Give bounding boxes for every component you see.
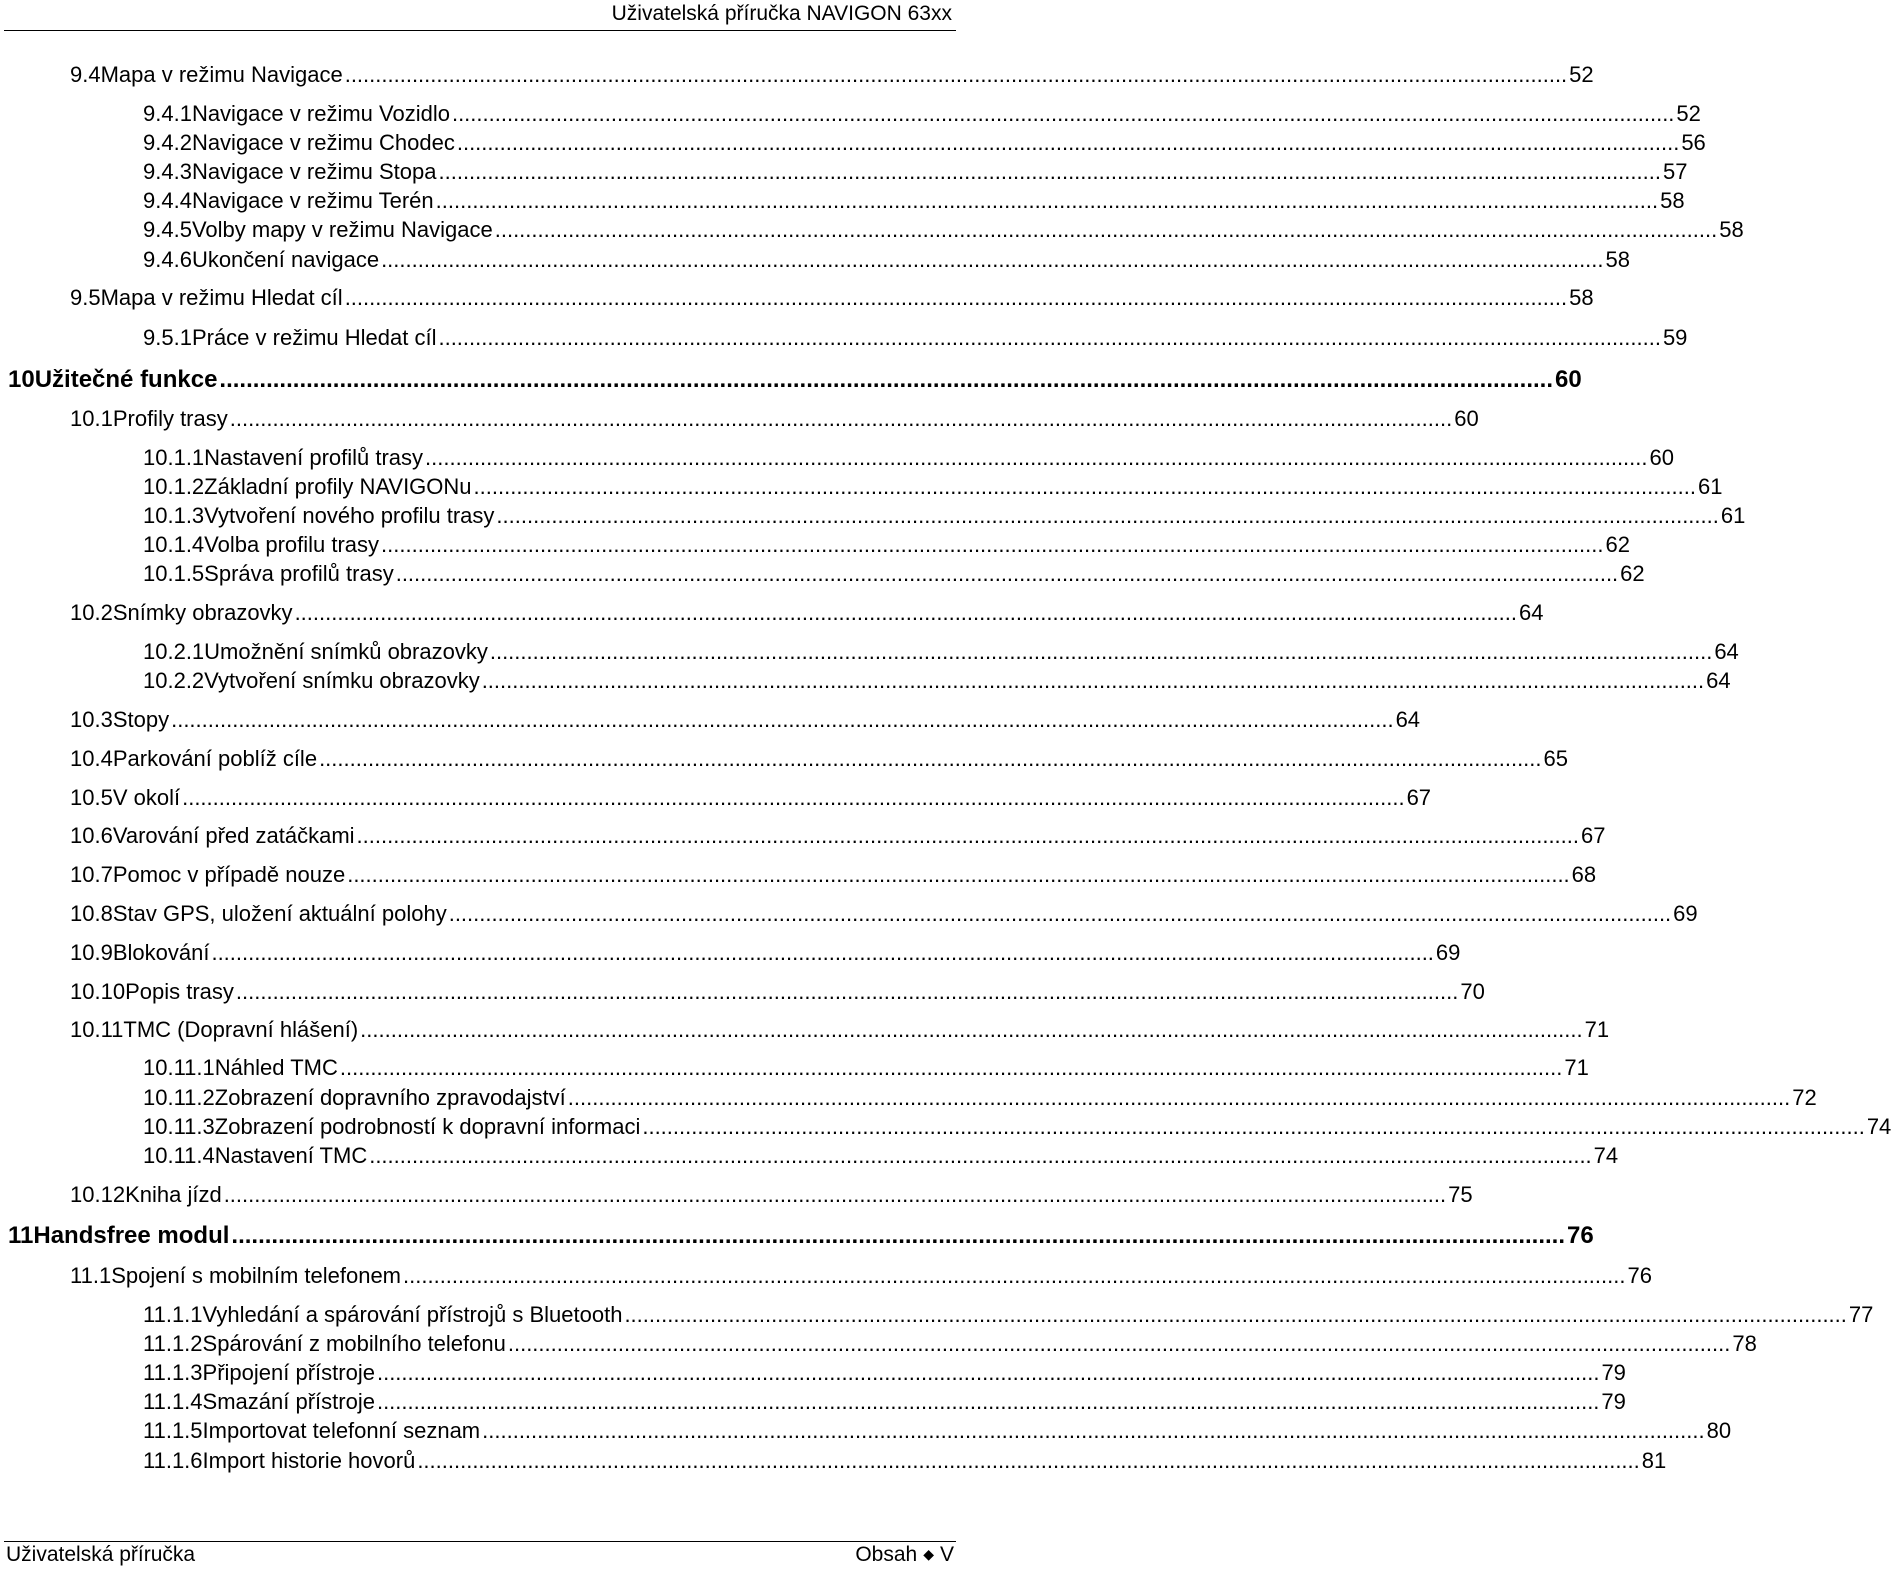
toc-entry-number: 10.10 — [70, 979, 126, 1004]
toc-dot-leader: ........................................................................................................................................................................................................ — [403, 1263, 1626, 1288]
toc-entry-number: 10.12 — [70, 1182, 126, 1207]
toc-entry-title: Parkování poblíž cíle — [112, 746, 318, 771]
toc-entry-page: 60 — [1649, 445, 1674, 470]
toc-entry-title: Práce v režimu Hledat cíl — [191, 325, 437, 350]
toc-chapter-entry[interactable] — [8, 1222, 1594, 1250]
toc-entry-number: 10.4 — [70, 746, 113, 771]
toc-entry-number: 10.9 — [70, 940, 113, 965]
toc-entry[interactable] — [70, 901, 1698, 929]
toc-dot-leader: ........................................................................................................................................................................................................ — [381, 247, 1604, 272]
toc-entry[interactable] — [70, 285, 1594, 313]
toc-dot-leader: ........................................................................................................................................................................................................ — [235, 979, 1459, 1004]
toc-entry-number: 10.11 — [70, 1017, 124, 1042]
toc-entry[interactable] — [143, 1448, 1667, 1476]
toc-entry-number: 10.7 — [70, 862, 113, 887]
toc-entry-page: 67 — [1581, 823, 1606, 848]
toc-entry-number: 11.1.5 — [143, 1418, 203, 1443]
toc-dot-leader: ........................................................................................................................................................................................................ — [223, 1182, 1447, 1207]
toc-entry-number: 10.3 — [70, 707, 113, 732]
toc-dot-leader: ........................................................................................................................................................................................................ — [624, 1302, 1847, 1327]
toc-entry-number: 11 — [8, 1222, 34, 1249]
toc-entry-page: 64 — [1519, 600, 1544, 625]
header-title: Uživatelská příručka NAVIGON 63xx — [611, 2, 952, 25]
toc-entry-number: 11.1.4 — [143, 1389, 203, 1414]
toc-entry-page: 69 — [1435, 940, 1461, 965]
toc-entry-number: 9.4.1 — [143, 101, 192, 126]
toc-entry-number: 10.2.1 — [143, 639, 205, 664]
toc-entry-number: 11.1 — [70, 1263, 112, 1288]
toc-entry-title: Popis trasy — [125, 979, 234, 1004]
toc-entry-number: 10.11.1 — [143, 1055, 215, 1080]
toc-dot-leader: ........................................................................................................................................................................................................ — [494, 217, 1718, 242]
toc-dot-leader: ........................................................................................................................................................................................................ — [482, 1418, 1705, 1443]
toc-entry-page: 81 — [1641, 1448, 1667, 1473]
toc-dot-leader: ........................................................................................................................................................................................................ — [417, 1448, 1640, 1473]
toc-entry[interactable] — [70, 600, 1544, 628]
toc-entry[interactable] — [143, 474, 1723, 502]
toc-dot-leader: ........................................................................................................................................................................................................ — [182, 785, 1405, 810]
toc-dot-leader: ........................................................................................................................................................................................................ — [448, 901, 1672, 926]
toc-entry-page: 64 — [1395, 707, 1421, 732]
toc-entry-title: Zobrazení dopravního zpravodajství — [214, 1085, 566, 1110]
toc-entry-page: 74 — [1866, 1114, 1891, 1139]
header-divider — [4, 30, 956, 31]
toc-entry-page: 60 — [1555, 366, 1582, 393]
toc-dot-leader: ........................................................................................................................................................................................................ — [642, 1114, 1865, 1139]
toc-entry-page: 58 — [1719, 217, 1744, 242]
toc-entry[interactable] — [143, 1331, 1757, 1359]
toc-entry-number: 11.1.3 — [143, 1360, 203, 1385]
toc-entry-title: Import historie hovorů — [202, 1448, 416, 1473]
toc-entry[interactable] — [143, 1055, 1589, 1083]
toc-entry[interactable] — [143, 325, 1688, 353]
toc-entry[interactable] — [143, 217, 1744, 245]
toc-entry[interactable] — [143, 247, 1631, 275]
toc-entry-page: 58 — [1569, 285, 1594, 310]
toc-dot-leader: ........................................................................................................................................................................................................ — [381, 532, 1604, 557]
toc-entry-page: 61 — [1698, 474, 1723, 499]
toc-entry-number: 10.1.4 — [143, 532, 205, 557]
toc-entry-title: Spojení s mobilním telefonem — [111, 1263, 402, 1288]
toc-entry[interactable] — [70, 1182, 1473, 1210]
toc-entry-page: 69 — [1673, 901, 1698, 926]
toc-dot-leader: ........................................................................................................................................................................................................ — [219, 366, 1554, 393]
toc-entry[interactable] — [70, 785, 1432, 813]
toc-entry-page: 78 — [1732, 1331, 1757, 1356]
toc-entry-number: 9.4.5 — [143, 217, 192, 242]
toc-entry-title: Varování před zatáčkami — [112, 823, 355, 848]
toc-entry-page: 76 — [1567, 1222, 1594, 1249]
toc-dot-leader: ........................................................................................................................................................................................................ — [395, 561, 1619, 586]
toc-entry-page: 62 — [1605, 532, 1630, 557]
toc-entry[interactable] — [143, 159, 1688, 187]
toc-entry-page: 59 — [1662, 325, 1688, 350]
toc-entry-page: 64 — [1714, 639, 1739, 664]
toc-entry-page: 64 — [1706, 668, 1731, 693]
toc-entry-number: 10.5 — [70, 785, 113, 810]
toc-entry-title: Navigace v režimu Chodec — [191, 130, 455, 155]
toc-entry[interactable] — [70, 406, 1479, 434]
footer-divider — [4, 1541, 956, 1542]
toc-entry-page: 56 — [1681, 130, 1706, 155]
toc-entry-number: 10.11.3 — [143, 1114, 215, 1139]
toc-entry[interactable] — [70, 62, 1594, 90]
toc-dot-leader: ........................................................................................................................................................................................................ — [438, 325, 1661, 350]
toc-entry[interactable] — [70, 707, 1421, 735]
toc-entry-title: Kniha jízd — [125, 1182, 222, 1207]
toc-entry-page: 62 — [1620, 561, 1645, 586]
footer-section: Obsah — [855, 1543, 918, 1566]
toc-entry[interactable] — [143, 1114, 1891, 1142]
toc-dot-leader: ........................................................................................................................................................................................................ — [319, 746, 1542, 771]
toc-dot-leader: ........................................................................................................................................................................................................ — [360, 1017, 1583, 1042]
toc-entry-number: 9.5 — [70, 285, 101, 310]
toc-entry[interactable] — [143, 639, 1739, 667]
toc-entry-page: 79 — [1601, 1360, 1626, 1385]
toc-entry-title: Snímky obrazovky — [112, 600, 293, 625]
toc-entry-title: Vyhledání a spárování přístrojů s Bluetooth — [202, 1302, 623, 1327]
toc-dot-leader: ........................................................................................................................................................................................................ — [339, 1055, 1563, 1080]
toc-entry-title: Připojení přístroje — [202, 1360, 375, 1385]
toc-dot-leader: ........................................................................................................................................................................................................ — [294, 600, 1518, 625]
toc-entry-title: Navigace v režimu Stopa — [191, 159, 437, 184]
toc-dot-leader: ........................................................................................................................................................................................................ — [356, 823, 1580, 848]
toc-entry-page: 67 — [1406, 785, 1432, 810]
toc-entry-page: 77 — [1848, 1302, 1874, 1327]
toc-entry-title: Vytvoření nového profilu trasy — [204, 503, 495, 528]
toc-entry-title: Volby mapy v režimu Navigace — [191, 217, 493, 242]
toc-entry[interactable] — [143, 101, 1701, 129]
toc-entry-title: Navigace v režimu Vozidlo — [191, 101, 450, 126]
toc-entry[interactable] — [143, 1302, 1874, 1330]
toc-entry-title: Blokování — [112, 940, 210, 965]
toc-entry-title: Vytvoření snímku obrazovky — [204, 668, 480, 693]
toc-entry-number: 10.8 — [70, 901, 113, 926]
toc-entry-number: 10.2.2 — [143, 668, 205, 693]
toc-entry-title: Užitečné funkce — [34, 366, 218, 393]
toc-entry-number: 9.5.1 — [143, 325, 192, 350]
toc-entry[interactable] — [143, 1418, 1732, 1446]
toc-entry-number: 10 — [8, 366, 35, 393]
toc-dot-leader: ........................................................................................................................................................................................................ — [507, 1331, 1731, 1356]
toc-entry-page: 58 — [1660, 188, 1685, 213]
toc-entry-page: 52 — [1569, 62, 1594, 87]
toc-entry-number: 10.1.1 — [143, 445, 205, 470]
toc-entry-number: 9.4.2 — [143, 130, 192, 155]
toc-entry[interactable] — [143, 1360, 1626, 1388]
toc-entry-number: 9.4.6 — [143, 247, 192, 272]
toc-entry-title: Ukončení navigace — [191, 247, 380, 272]
toc-entry-title: Správa profilů trasy — [204, 561, 394, 586]
toc-entry-number: 10.1 — [70, 406, 113, 431]
toc-entry-page: 79 — [1601, 1389, 1626, 1414]
toc-dot-leader: ........................................................................................................................................................................................................ — [344, 62, 1568, 87]
toc-dot-leader: ........................................................................................................................................................................................................ — [229, 406, 1453, 431]
toc-entry[interactable] — [143, 130, 1706, 158]
footer-page-info — [855, 1543, 954, 1567]
toc-entry-page: 71 — [1564, 1055, 1589, 1080]
toc-entry-page: 71 — [1584, 1017, 1610, 1042]
toc-entry-page: 80 — [1706, 1418, 1732, 1443]
toc-entry-title: Mapa v režimu Navigace — [100, 62, 343, 87]
toc-chapter-entry[interactable] — [8, 366, 1582, 394]
toc-entry-page: 60 — [1454, 406, 1479, 431]
toc-dot-leader: ........................................................................................................................................................................................................ — [211, 940, 1434, 965]
toc-dot-leader: ........................................................................................................................................................................................................ — [435, 188, 1659, 213]
toc-entry-title: Zobrazení podrobností k dopravní informaci — [214, 1114, 641, 1139]
toc-entry[interactable] — [143, 188, 1685, 216]
toc-entry[interactable] — [143, 561, 1645, 589]
toc-dot-leader: ........................................................................................................................................................................................................ — [171, 707, 1394, 732]
toc-entry-title: Náhled TMC — [214, 1055, 338, 1080]
toc-entry[interactable] — [143, 668, 1731, 696]
toc-entry-page: 61 — [1720, 503, 1746, 528]
toc-entry-title: TMC (Dopravní hlášení) — [123, 1017, 359, 1042]
toc-entry[interactable] — [143, 503, 1746, 531]
toc-entry-title: Importovat telefonní seznam — [202, 1418, 481, 1443]
toc-dot-leader: ........................................................................................................................................................................................................ — [438, 159, 1661, 184]
toc-entry[interactable] — [70, 1017, 1610, 1045]
toc-entry[interactable] — [143, 1143, 1619, 1171]
toc-entry[interactable] — [70, 746, 1569, 774]
footer-page-number: V — [939, 1543, 954, 1566]
toc-entry-page: 76 — [1627, 1263, 1652, 1288]
toc-dot-leader: ........................................................................................................................................................................................................ — [344, 285, 1568, 310]
toc-entry-number: 10.2 — [70, 600, 113, 625]
toc-entry-number: 9.4 — [70, 62, 101, 87]
toc-entry[interactable] — [143, 1085, 1817, 1113]
toc-entry-title: Stav GPS, uložení aktuální polohy — [112, 901, 447, 926]
diamond-icon: ◆ — [923, 1546, 934, 1562]
toc-entry-page: 70 — [1460, 979, 1485, 1004]
toc-entry-number: 10.1.3 — [143, 503, 205, 528]
footer-doc-title: Uživatelská příručka — [6, 1543, 196, 1566]
toc-dot-leader: ........................................................................................................................................................................................................ — [481, 668, 1705, 693]
toc-entry[interactable] — [70, 940, 1461, 968]
toc-entry-page: 52 — [1676, 101, 1701, 126]
toc-dot-leader: ........................................................................................................................................................................................................ — [567, 1085, 1791, 1110]
toc-entry-number: 10.6 — [70, 823, 113, 848]
toc-entry[interactable] — [70, 1263, 1652, 1291]
toc-entry-page: 58 — [1605, 247, 1631, 272]
toc-entry-number: 10.1.2 — [143, 474, 205, 499]
toc-entry-title: Základní profily NAVIGONu — [204, 474, 472, 499]
toc-entry[interactable] — [143, 1389, 1626, 1417]
toc-dot-leader: ........................................................................................................................................................................................................ — [456, 130, 1680, 155]
toc-entry[interactable] — [143, 445, 1674, 473]
toc-entry-title: Smazání přístroje — [202, 1389, 375, 1414]
toc-entry-page: 57 — [1662, 159, 1688, 184]
toc-entry-page: 74 — [1593, 1143, 1619, 1168]
toc-entry[interactable] — [143, 532, 1630, 560]
toc-entry-title: Volba profilu trasy — [204, 532, 380, 557]
toc-entry-title: Nastavení profilů trasy — [204, 445, 424, 470]
toc-dot-leader: ........................................................................................................................................................................................................ — [376, 1360, 1600, 1385]
toc-dot-leader: ........................................................................................................................................................................................................ — [347, 862, 1570, 887]
toc-entry-page: 72 — [1792, 1085, 1817, 1110]
toc-entry-number: 9.4.3 — [143, 159, 192, 184]
toc-dot-leader: ........................................................................................................................................................................................................ — [489, 639, 1713, 664]
toc-entry-title: Spárování z mobilního telefonu — [202, 1331, 506, 1356]
toc-dot-leader: ........................................................................................................................................................................................................ — [496, 503, 1719, 528]
toc-entry-title: Umožnění snímků obrazovky — [204, 639, 488, 664]
toc-entry-number: 10.1.5 — [143, 561, 205, 586]
toc-entry-page: 65 — [1543, 746, 1569, 771]
toc-entry-title: V okolí — [112, 785, 181, 810]
toc-entry-number: 11.1.6 — [143, 1448, 203, 1473]
toc-entry-number: 11.1.2 — [143, 1331, 203, 1356]
toc-dot-leader: ........................................................................................................................................................................................................ — [425, 445, 1648, 470]
toc-entry-title: Stopy — [112, 707, 170, 732]
toc-entry-number: 11.1.1 — [143, 1302, 203, 1327]
toc-entry-title: Profily trasy — [112, 406, 228, 431]
toc-entry-title: Navigace v režimu Terén — [191, 188, 434, 213]
toc-entry[interactable] — [70, 862, 1597, 890]
toc-entry-title: Pomoc v případě nouze — [112, 862, 346, 887]
toc-entry-number: 9.4.4 — [143, 188, 192, 213]
toc-dot-leader: ........................................................................................................................................................................................................ — [369, 1143, 1592, 1168]
toc-entry[interactable] — [70, 979, 1485, 1007]
toc-entry-page: 75 — [1448, 1182, 1473, 1207]
toc-dot-leader: ........................................................................................................................................................................................................ — [473, 474, 1696, 499]
toc-entry-title: Nastavení TMC — [214, 1143, 368, 1168]
toc-entry-number: 10.11.2 — [143, 1085, 215, 1110]
toc-entry-page: 68 — [1571, 862, 1597, 887]
toc-entry-number: 10.11.4 — [143, 1143, 215, 1168]
toc-entry-title: Mapa v režimu Hledat cíl — [100, 285, 343, 310]
toc-dot-leader: ........................................................................................................................................................................................................ — [451, 101, 1675, 126]
toc-entry[interactable] — [70, 823, 1606, 851]
toc-dot-leader: ........................................................................................................................................................................................................ — [231, 1222, 1565, 1249]
toc-entry-title: Handsfree modul — [33, 1222, 230, 1249]
toc-dot-leader: ........................................................................................................................................................................................................ — [376, 1389, 1600, 1414]
